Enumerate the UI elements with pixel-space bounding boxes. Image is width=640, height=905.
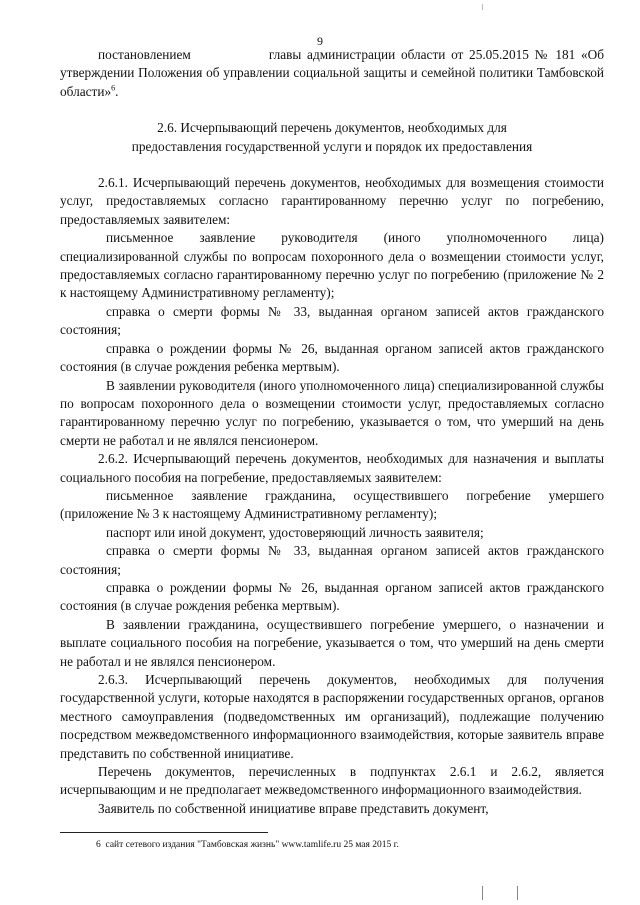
paragraph: Перечень документов, перечисленных в подпунктах 2.6.1 и 2.6.2, является исчерпывающим и не предполагает межведомственного информационного взаимодействия.: [60, 764, 604, 798]
section-heading-line1: 2.6. Исчерпывающий перечень документов, необходимых для: [157, 120, 507, 136]
footnote: [96, 840, 399, 850]
section-heading-line2: предоставления государственной услуги и порядок их предоставления: [131, 138, 533, 154]
paragraph: Заявитель по собственной инициативе вправе представить документ,: [98, 800, 489, 816]
paragraph: В заявлении руководителя (иного уполномоченного лица) специализированной службы по вопросам похоронного дела о возмещении стоимости услуг, предоставляемых согласно гарантированному перечню услуг по погребению, указывается о том, что умерший на день смерти не работал и не являлся пенсионером.: [60, 377, 604, 448]
list-item: справка о смерти формы № 33, выданная органом записей актов гражданского состояния;: [60, 303, 604, 338]
paragraph-2-6-3: 2.6.3. Исчерпывающий перечень документов, необходимых для получения государственной услуги, которые находятся в распоряжении государственных органов, органов местного самоуправления (подведомственных им организаций), подлежащие получению посредством межведомственного информационного взаимодействия, которые заявитель вправе представить по собственной инициативе.: [60, 672, 604, 761]
intro-line1-left: постановлением: [98, 47, 191, 62]
list-item: справка о рождении формы № 26, выданная органом записей актов гражданского состояния (в случае рождения ребенка мертвым).: [60, 340, 604, 375]
footnote-text: сайт сетевого издания "Тамбовская жизнь" www.tamlife.ru 25 мая 2015 г.: [105, 840, 399, 850]
paragraph-2-6-2: 2.6.2. Исчерпывающий перечень документов, необходимых для назначения и выплаты социального пособия на погребение, предоставляемых заявителем:: [60, 451, 604, 485]
list-item: письменное заявление руководителя (иного уполномоченного лица) специализированной службы по вопросам похоронного дела о возмещении стоимости услуг, предоставляемых согласно гарантированному перечню услуг по погребению (приложение № 2 к настоящему Административному регламенту);: [60, 230, 604, 301]
scan-artifact: [482, 4, 483, 10]
list-item: паспорт или иной документ, удостоверяющий личность заявителя;: [106, 524, 484, 540]
scan-artifact: [517, 886, 518, 900]
intro-line1-right: главы администрации области от 25.05.2015 №: [268, 47, 550, 62]
footnote-divider: [60, 832, 268, 833]
paragraph: В заявлении гражданина, осуществившего погребение умершего, о назначении и выплате социального пособия на погребение, указывается о том, что умерший на день смерти не работал и не являлся пенсионером.: [60, 616, 604, 669]
page-number: 9: [317, 34, 323, 48]
intro-rest: 181 «Об утверждении Положения об управлении социальной защиты и семейной политики Тамбовской области»: [60, 47, 604, 99]
footnote-marker: 6: [96, 840, 101, 850]
list-item: справка о рождении формы № 26, выданная органом записей актов гражданского состояния (в случае рождения ребенка мертвым).: [60, 579, 604, 614]
list-item: справка о смерти формы № 33, выданная органом записей актов гражданского состояния;: [60, 543, 604, 577]
scan-artifact: [482, 886, 483, 900]
paragraph-2-6-1: 2.6.1. Исчерпывающий перечень документов, необходимых для возмещения стоимости услуг, предоставляемых согласно гарантированному перечню услуг по погребению, предоставляемых заявителем:: [60, 175, 604, 227]
document-body: [60, 46, 604, 818]
intro-paragraph: постановлением главы администрации области от 25.05.2015 № 181 «Об утверждении Положения об управлении социальной защиты и семейной политики Тамбовской области»$^6$.: [60, 47, 604, 99]
footnote-reference: 6: [111, 83, 116, 93]
list-item: письменное заявление гражданина, осуществившего погребение умершего (приложение № 3 к настоящему Административному регламенту);: [60, 487, 604, 522]
